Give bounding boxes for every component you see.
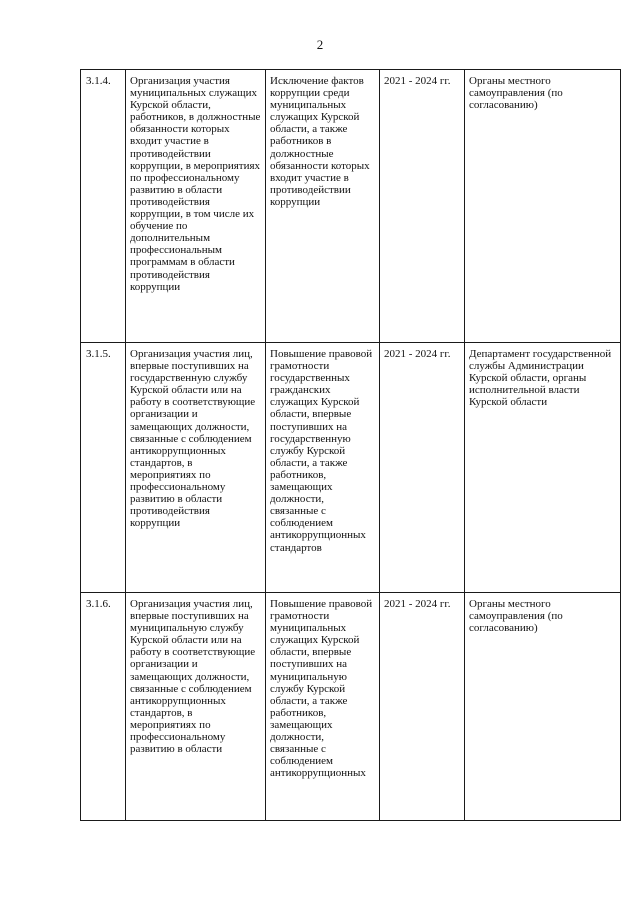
item-number: 3.1.6. xyxy=(81,593,126,821)
executor-cell: Органы местного самоуправления (по согласованию) xyxy=(465,593,621,821)
executor-cell: Органы местного самоуправления (по согласованию) xyxy=(465,70,621,343)
executor-cell: Департамент государственной службы Администрации Курской области, органы исполнительной власти Курской области xyxy=(465,343,621,593)
result-cell: Повышение правовой грамотности муниципальных служащих Курской области, впервые поступивших на муниципальную службу Курской области, а также работников, замещающих должности, связанные с соблюдением антикоррупционных xyxy=(266,593,380,821)
page-number: 2 xyxy=(316,37,324,52)
measures-table xyxy=(80,69,621,821)
item-number: 3.1.4. xyxy=(81,70,126,343)
activity-cell: Организация участия лиц, впервые поступивших на муниципальную службу Курской области или на работу в соответствующие организации и замещающих должности, связанные с соблюдением антикоррупционных стандартов, в мероприятиях по профессиональному развитию в области xyxy=(126,593,266,821)
item-number: 3.1.5. xyxy=(81,343,126,593)
table-row xyxy=(81,343,621,593)
activity-cell: Организация участия лиц, впервые поступивших на государственную службу Курской области или на работу в соответствующие организации и замещающих должности, связанные с соблюдением антикоррупционных стандартов, в мероприятиях по профессиональному развитию в области противодействия коррупции xyxy=(126,343,266,593)
table-row xyxy=(81,70,621,343)
period-cell: 2021 - 2024 гг. xyxy=(380,70,465,343)
activity-cell: Организация участия муниципальных служащих Курской области, работников, в должностные обязанности которых входит участие в противодействии коррупции, в мероприятиях по профессиональному развитию в области противодействия коррупции, в том числе их обучение по дополнительным профессиональным программам в области противодействия коррупции xyxy=(126,70,266,343)
result-cell: Исключение фактов коррупции среди муниципальных служащих Курской области, а также работников в должностные обязанности которых входит участие в противодействии коррупции xyxy=(266,70,380,343)
period-cell: 2021 - 2024 гг. xyxy=(380,343,465,593)
period-cell: 2021 - 2024 гг. xyxy=(380,593,465,821)
result-cell: Повышение правовой грамотности государственных гражданских служащих Курской области, впервые поступивших на государственную службу Курской области, а также работников, замещающих должности, связанные с соблюдением антикоррупционных стандартов xyxy=(266,343,380,593)
table-row xyxy=(81,593,621,821)
